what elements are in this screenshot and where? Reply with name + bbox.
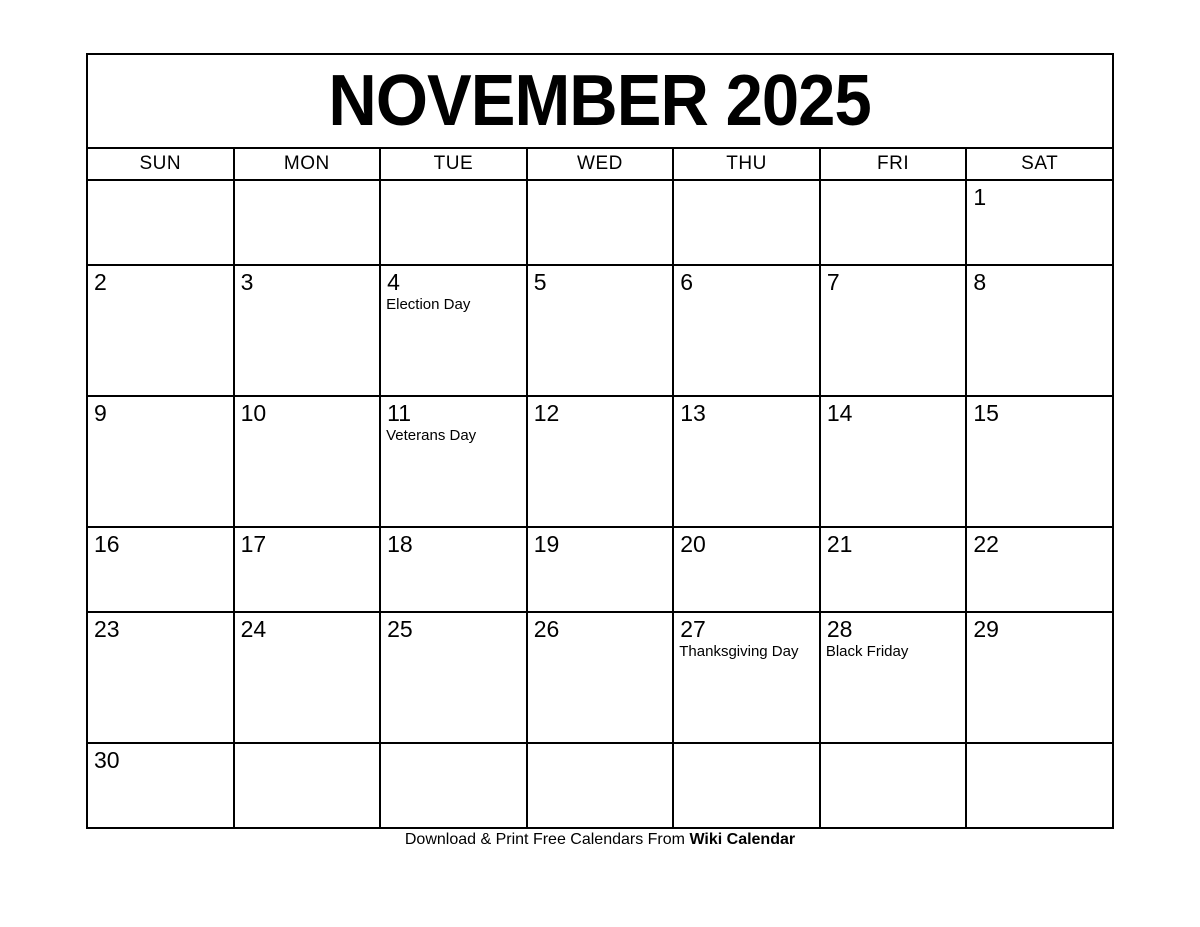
day-number: 5	[533, 269, 547, 296]
calendar-grid	[86, 53, 1114, 829]
footer-text: Download & Print Free Calendars From	[404, 831, 690, 848]
week-row	[87, 180, 1113, 265]
day-cell	[966, 396, 1113, 527]
day-number: 26	[533, 615, 560, 642]
day-cell	[527, 265, 674, 396]
weekday-header-row	[87, 148, 1113, 180]
day-number: 11	[387, 399, 412, 426]
holiday-label	[235, 557, 380, 558]
day-number: 15	[973, 399, 999, 426]
weekday-header-fri: FRI	[820, 148, 967, 180]
day-number: 10	[240, 399, 267, 426]
day-cell	[87, 265, 234, 396]
holiday-label	[674, 557, 819, 558]
day-number: 14	[826, 399, 853, 426]
holiday-label	[821, 184, 966, 185]
weekday-header-wed: WED	[527, 148, 674, 180]
holiday-label	[235, 184, 380, 185]
holiday-label	[967, 295, 1112, 296]
day-cell	[380, 527, 527, 612]
day-number: 23	[94, 615, 120, 642]
day-cell	[234, 612, 381, 743]
holiday-label	[88, 184, 233, 185]
holiday-label	[967, 557, 1112, 558]
day-cell	[820, 396, 967, 527]
day-cell	[234, 396, 381, 527]
holiday-label: Black Friday	[825, 642, 909, 660]
day-number: 29	[973, 615, 999, 642]
day-number: 30	[94, 746, 120, 773]
holiday-label	[967, 426, 1112, 427]
holiday-label: Thanksgiving Day	[679, 642, 799, 660]
day-cell	[966, 265, 1113, 396]
holiday-label	[821, 557, 966, 558]
holiday-label	[88, 557, 233, 558]
day-number: 3	[240, 269, 254, 296]
holiday-label	[674, 426, 819, 427]
footer-credit	[86, 831, 1114, 849]
holiday-label	[235, 426, 380, 427]
holiday-label	[528, 642, 673, 643]
day-number: 13	[680, 399, 706, 426]
day-number: 19	[533, 530, 560, 557]
holiday-label	[381, 642, 526, 643]
day-cell	[527, 612, 674, 743]
day-cell	[87, 743, 234, 828]
holiday-label	[528, 747, 673, 748]
holiday-label	[235, 295, 380, 296]
day-number: 8	[973, 269, 987, 296]
day-cell	[966, 527, 1113, 612]
day-number: 4	[387, 269, 400, 296]
day-cell	[234, 743, 381, 828]
day-cell	[380, 265, 527, 396]
day-number: 22	[973, 530, 999, 557]
weekday-header-thu: THU	[673, 148, 820, 180]
holiday-label	[235, 747, 380, 748]
weekday-header-mon: MON	[234, 148, 381, 180]
day-cell	[966, 743, 1113, 828]
holiday-label: Election Day	[386, 296, 471, 314]
day-cell	[380, 743, 527, 828]
holiday-label	[381, 557, 526, 558]
day-number: 28	[826, 615, 853, 642]
day-number: 1	[973, 184, 987, 210]
holiday-label	[88, 773, 233, 774]
day-cell	[234, 180, 381, 265]
holiday-label	[88, 642, 233, 643]
holiday-label	[674, 184, 819, 185]
day-cell	[966, 612, 1113, 743]
day-cell	[673, 265, 820, 396]
holiday-label	[88, 426, 233, 427]
day-number: 9	[94, 399, 107, 426]
day-cell	[673, 612, 820, 743]
week-row	[87, 527, 1113, 612]
holiday-label: Veterans Day	[386, 426, 477, 444]
day-number: 12	[533, 399, 560, 426]
holiday-label	[821, 426, 966, 427]
day-cell	[527, 180, 674, 265]
weekday-header-tue: TUE	[380, 148, 527, 180]
holiday-label	[967, 747, 1112, 748]
holiday-label	[967, 642, 1112, 643]
title-row	[87, 54, 1113, 148]
day-cell	[966, 180, 1113, 265]
day-cell	[820, 743, 967, 828]
week-row	[87, 265, 1113, 396]
holiday-label	[528, 426, 673, 427]
day-cell	[380, 612, 527, 743]
day-number: 2	[94, 269, 107, 296]
day-number: 6	[680, 269, 694, 296]
day-cell	[234, 527, 381, 612]
holiday-label	[235, 642, 380, 643]
day-cell	[527, 743, 674, 828]
holiday-label	[967, 210, 1112, 211]
week-row	[87, 612, 1113, 743]
day-number: 18	[387, 530, 413, 557]
day-cell	[87, 612, 234, 743]
holiday-label	[821, 747, 966, 748]
day-number: 27	[680, 615, 706, 642]
day-cell	[234, 265, 381, 396]
day-cell	[380, 180, 527, 265]
weekday-header-sat: SAT	[966, 148, 1113, 180]
calendar-title: NOVEMBER 2025	[328, 61, 872, 141]
day-number: 7	[826, 269, 840, 296]
holiday-label	[528, 184, 673, 185]
day-number: 17	[240, 530, 267, 557]
day-cell	[673, 527, 820, 612]
day-number: 16	[94, 530, 120, 557]
holiday-label	[821, 295, 966, 296]
holiday-label	[381, 184, 526, 185]
footer-brand: Wiki Calendar	[689, 831, 796, 848]
day-cell	[87, 527, 234, 612]
holiday-label	[528, 295, 673, 296]
week-row	[87, 396, 1113, 527]
holiday-label	[674, 295, 819, 296]
holiday-label	[528, 557, 673, 558]
week-row	[87, 743, 1113, 828]
day-number: 21	[826, 530, 853, 557]
day-cell	[820, 180, 967, 265]
day-cell	[527, 527, 674, 612]
day-cell	[87, 180, 234, 265]
holiday-label	[381, 747, 526, 748]
day-cell	[673, 180, 820, 265]
day-cell	[673, 396, 820, 527]
holiday-label	[88, 295, 233, 296]
day-cell	[820, 612, 967, 743]
day-cell	[820, 265, 967, 396]
day-cell	[527, 396, 674, 527]
day-cell	[820, 527, 967, 612]
day-number: 24	[240, 615, 267, 642]
day-number: 20	[680, 530, 706, 557]
holiday-label	[674, 747, 819, 748]
weekday-header-sun: SUN	[87, 148, 234, 180]
day-cell	[380, 396, 527, 527]
day-number: 25	[387, 615, 413, 642]
day-cell	[87, 396, 234, 527]
calendar-title-cell	[87, 54, 1113, 148]
day-cell	[673, 743, 820, 828]
